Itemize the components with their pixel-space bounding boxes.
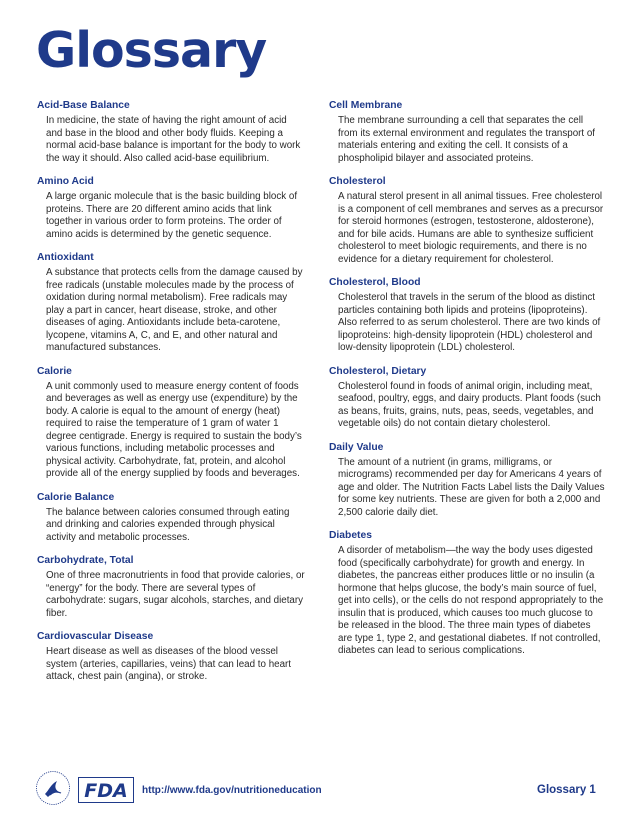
glossary-term: Cholesterol, Blood — [329, 277, 421, 288]
fda-logo-text: FDA — [84, 780, 128, 802]
hhs-seal-icon — [35, 770, 71, 806]
glossary-definition: A substance that protects cells from the damage caused by free radicals (unstable molecules made by the process of oxidation during normal metabolism). Free radicals may play a part in cancer, heart disease, stroke, and other diseases of aging. Antioxidants include beta-carotene, lycopene, vitamins A, C, and E, and other natural and manufactured substances. — [46, 267, 303, 353]
glossary-definition: The membrane surrounding a cell that separates the cell from its external environment and regulates the transport of materials entering and exiting the cell. It consists of a phospholipid bilayer and associated proteins. — [338, 115, 596, 164]
glossary-entry — [37, 365, 305, 481]
glossary-entry — [329, 276, 605, 355]
glossary-term: Cardiovascular Disease — [37, 631, 154, 642]
page-footer — [0, 764, 638, 814]
glossary-entry — [37, 99, 305, 165]
glossary-term: Cell Membrane — [329, 100, 403, 111]
glossary-entry — [37, 554, 305, 620]
glossary-term: Daily Value — [329, 441, 384, 453]
glossary-definition: A natural sterol present in all animal tissues. Free cholesterol is a component of cell membranes and serves as a precursor for steroid hormones (estrogen, testosterone, aldosterone), and for bile acids. Humans are able to synthesize sufficient cholesterol to meet biologic requirements, and there is no evidence for a dietary requirement for cholesterol. — [338, 191, 604, 265]
glossary-term: Calorie Balance — [37, 491, 115, 503]
glossary-entry — [329, 365, 605, 431]
glossary-entry — [37, 491, 305, 545]
page-number-label: Glossary 1 — [537, 784, 596, 796]
glossary-entry — [329, 99, 605, 165]
glossary-term: Cholesterol, Dietary — [329, 365, 427, 377]
glossary-term: Acid-Base Balance — [37, 100, 130, 111]
glossary-term: Cholesterol — [329, 176, 386, 187]
glossary-entry — [37, 175, 305, 241]
page-title: Glossary — [36, 22, 267, 79]
glossary-definition: Heart disease as well as diseases of the blood vessel system (arteries, capillaries, veins) that can lead to heart attack, chest pain (angina), or stroke. — [46, 646, 292, 682]
glossary-definition: A unit commonly used to measure energy content of foods and beverages as well as energy use (expenditure) by the body. A calorie is equal to the amount of energy (heat) required to raise the temperature of 1 gram of water 1 degree centigrade. Energy is required to sustain the body’s various functions, including metabolic processes and physical activity. Carbohydrate, fat, protein, and alcohol provide all of the energy supplied by foods and beverages. — [46, 380, 302, 479]
glossary-definition: One of three macronutrients in food that provide calories, or “energy” for the body. There are several types of carbohydrate: sugars, sugar alcohols, starches, and dietary fiber. — [46, 570, 305, 619]
glossary-entry — [329, 529, 605, 658]
glossary-definition: A large organic molecule that is the basic building block of proteins. There are 20 different amino acids that link together in various order to form proteins. The order of amino acids is determined by the genetic sequence. — [46, 191, 298, 240]
glossary-entry — [329, 175, 605, 266]
glossary-term: Calorie — [37, 365, 72, 377]
glossary-definition: Cholesterol that travels in the serum of the blood as distinct particles containing both lipids and proteins (lipoproteins). Also referred to as serum cholesterol. There are two kinds of lipoproteins: high-density lipoprotein (HDL) cholesterol and low-density lipoprotein (LDL) cholesterol. — [338, 292, 601, 353]
glossary-definition: The balance between calories consumed through eating and drinking and calories expended through physical activity and metabolic processes. — [46, 506, 290, 543]
glossary-term: Diabetes — [329, 530, 372, 541]
glossary-term: Amino Acid — [37, 176, 94, 187]
glossary-term: Antioxidant — [37, 252, 94, 263]
glossary-column-left — [37, 99, 305, 694]
glossary-definition: In medicine, the state of having the right amount of acid and base in the blood and other body fluids. Keeping a normal acid-base balance is important for the body to work the way it should. Also called acid-base equilibrium. — [46, 115, 301, 164]
glossary-definition: The amount of a nutrient (in grams, milligrams, or micrograms) recommended per day for Americans 4 years of age and older. The Nutrition Facts Label lists the Daily Values for some key nutrients. These are given for both a 2,000 and 2,500 calorie daily diet. — [338, 456, 605, 518]
glossary-definition: A disorder of metabolism—the way the body uses digested food (specifically carbohydrate) for growth and energy. In diabetes, the pancreas either produces little or no insulin (a hormone that helps glucose, the body’s main source of fuel, get into cells), or the cells do not respond appropriately to the insulin that is produced, which causes too much glucose to be released in the blood. The three main types of diabetes are type 1, type 2, and gestational diabetes. If not controlled, diabetes can lead to serious complications. — [338, 545, 604, 656]
glossary-term: Carbohydrate, Total — [37, 555, 134, 566]
footer-url-link[interactable]: http://www.fda.gov/nutritioneducation — [142, 785, 322, 796]
glossary-entry — [37, 630, 305, 684]
fda-logo — [78, 777, 134, 803]
glossary-entry — [37, 251, 305, 355]
glossary-definition: Cholesterol found in foods of animal origin, including meat, seafood, poultry, eggs, and dairy products. Plant foods (such as beans, fruits, grains, nuts, peas, seeds, vegetables, and vegetable oils) do not contain dietary cholesterol. — [338, 380, 601, 429]
glossary-column-right — [329, 99, 605, 668]
glossary-entry — [329, 441, 605, 520]
